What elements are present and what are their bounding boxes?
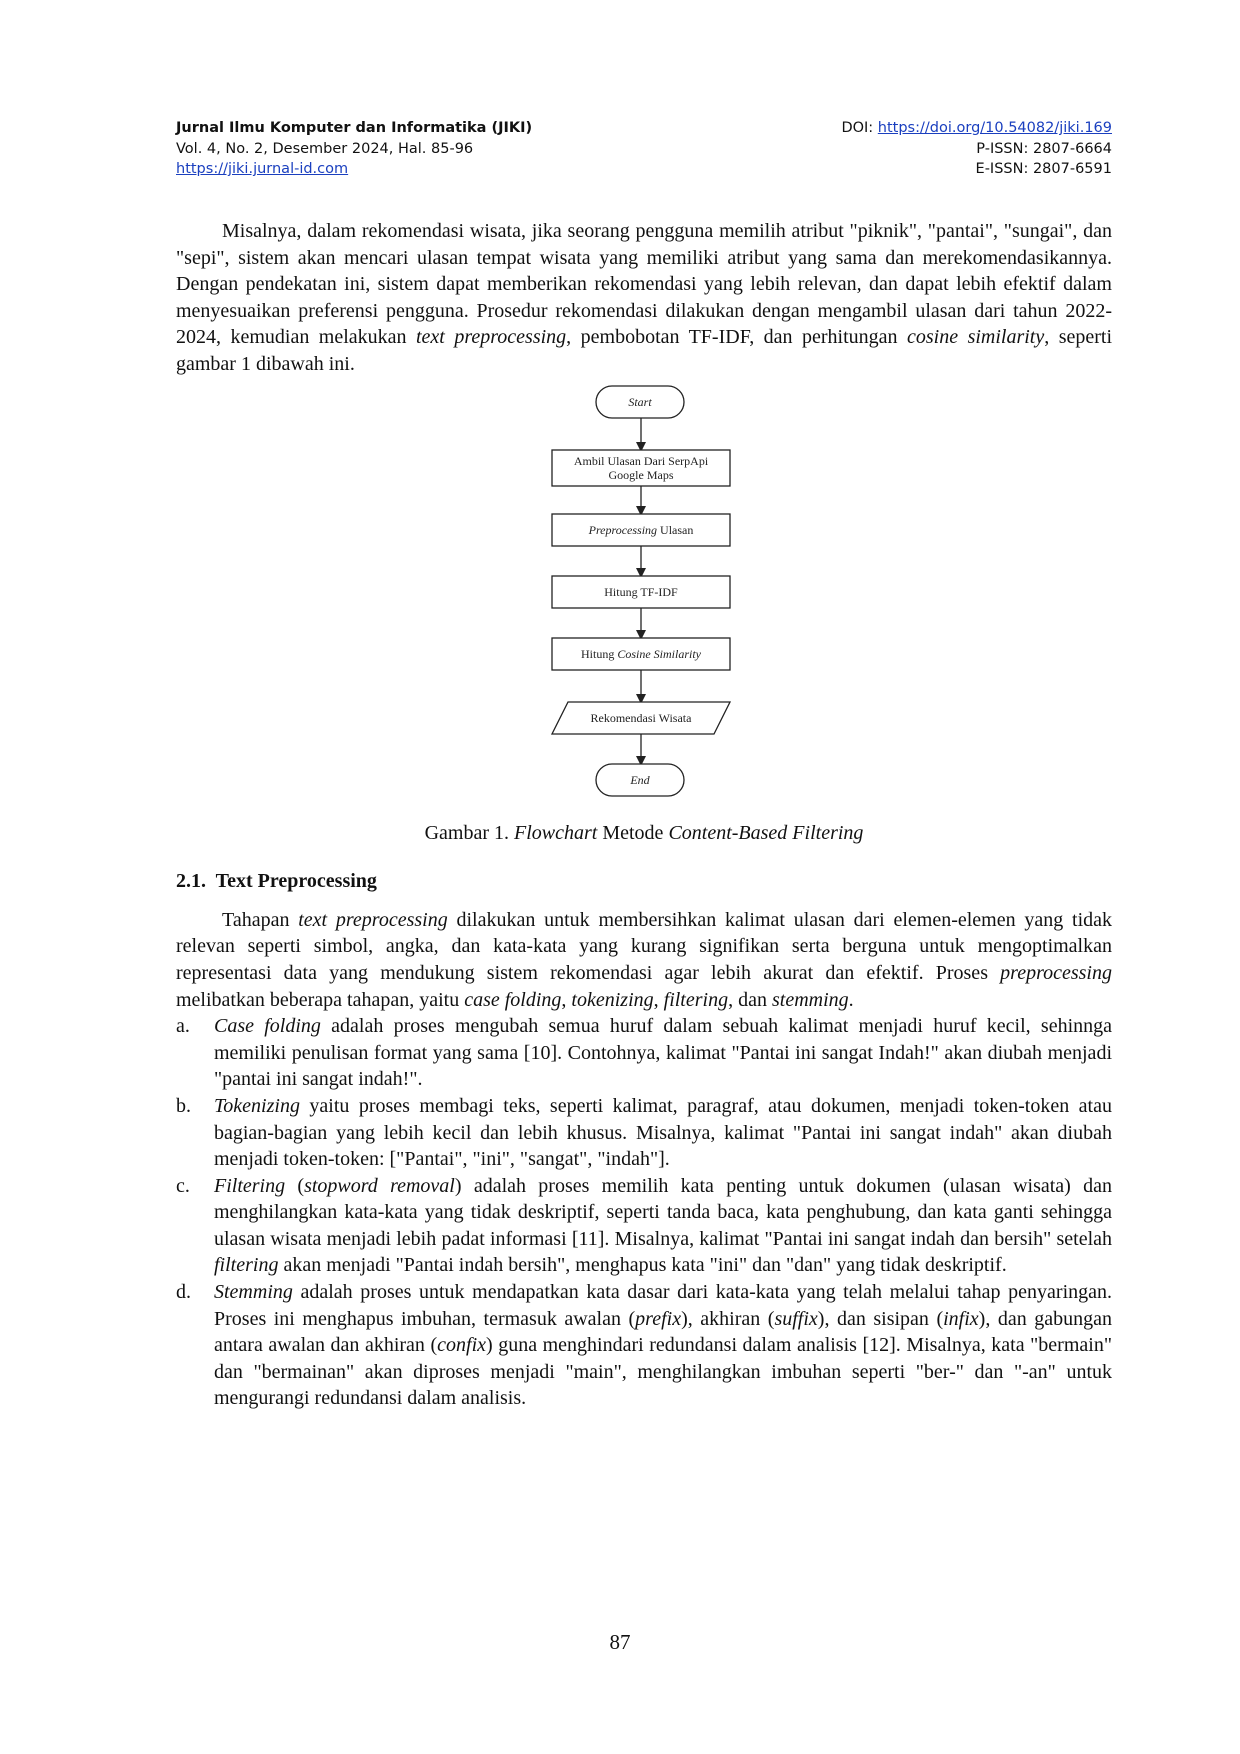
list-b-text-1: yaitu proses membagi teks, seperti kalimat, paragraf, atau dokumen, menjadi token-token atau bagian-bagian yang lebih kecil dan lebih khusus. Misalnya, kalimat "Pantai ini sangat indah" akan diubah menjadi token-token: ["Pantai", "ini", "sangat", "indah"].	[214, 1094, 1112, 1171]
caption-italic-2: Content-Based Filtering	[668, 821, 864, 844]
flowchart-step2-rest: Ulasan	[657, 522, 694, 537]
flowchart-start-label: Start	[628, 394, 652, 409]
list-a-text-1: adalah proses mengubah semua huruf dalam sebuah kalimat menjadi huruf kecil, sehinnga memiliki penulisan format yang sama [10]. Contohnya, kalimat "Pantai ini sangat Indah!" akan diubah menjadi "pantai ini sangat indah!".	[214, 1015, 1112, 1091]
list-marker-c: c.	[176, 1174, 190, 1197]
para2-italic-1: text preprocessing	[298, 908, 448, 931]
list-d-text-4: ), dan gabungan antara awalan dan akhiran (	[214, 1307, 1112, 1357]
intro-text-3: , seperti gambar 1 dibawah ini.	[176, 326, 1113, 375]
flowchart-step2-label	[588, 523, 694, 537]
list-d-text-5: ) guna menghindari redundansi dalam analisis [12]. Misalnya, kata "bermain" dan "bermainan" akan diproses menjadi "main", menghilangkan imbuhan seperti "ber-" dan "-an" untuk mengurangi redundansi dalam analisis.	[214, 1334, 1112, 1410]
para2-text-5: ,	[653, 988, 664, 1011]
list-d-text-1: adalah proses untuk mendapatkan kata dasar dari kata-kata yang telah melalui tahap penyaringan. Proses ini menghapus imbuhan, termasuk awalan (	[214, 1281, 1112, 1330]
para2-text-4: ,	[561, 988, 572, 1011]
volume-info: Vol. 4, No. 2, Desember 2024, Hal. 85-96	[176, 140, 474, 157]
para2-italic-2: preprocessing	[1000, 961, 1112, 984]
para2-text-7: .	[848, 988, 854, 1011]
para2-italic-3: case folding	[464, 988, 562, 1011]
list-item-filtering	[176, 1173, 1112, 1279]
para2-text-3: melibatkan beberapa tahapan, yaitu	[176, 988, 465, 1011]
caption-prefix: Gambar 1.	[424, 821, 514, 844]
list-marker-b: b.	[176, 1094, 191, 1117]
section-heading	[176, 868, 1112, 895]
intro-paragraph	[176, 218, 1112, 378]
list-a-italic-1: Case folding	[214, 1015, 321, 1038]
list-text-b	[214, 1093, 1112, 1173]
flowchart-end-label: End	[630, 772, 650, 787]
caption-italic-1: Flowchart	[514, 821, 598, 844]
doi-label: DOI:	[841, 120, 878, 136]
section-title: Text Preprocessing	[215, 870, 377, 893]
header-row-3	[176, 159, 1112, 180]
list-c-text-3: akan menjadi "Pantai indah bersih", menghapus kata "ini" dan "dan" yang tidak deskriptif.	[278, 1254, 1007, 1277]
list-d-text-2: ), akhiran (	[681, 1307, 775, 1330]
header-row-1	[176, 118, 1112, 139]
flowchart-output-label: Rekomendasi Wisata	[590, 710, 692, 725]
preprocessing-paragraph	[176, 907, 1112, 1013]
para2-italic-5: filtering	[663, 988, 729, 1011]
flowchart-step4-italic: Cosine Similarity	[617, 646, 702, 661]
page-number: 87	[609, 1630, 631, 1654]
flowchart-step4-label	[581, 647, 702, 661]
flowchart-diagram	[176, 380, 1112, 820]
section-number: 2.1.	[176, 870, 206, 893]
list-c-italic-3: filtering	[214, 1254, 279, 1277]
list-text-d	[214, 1279, 1112, 1412]
list-c-italic-1: Filtering	[214, 1174, 286, 1197]
list-d-italic-3: suffix	[774, 1307, 818, 1330]
header-row-2	[176, 139, 1112, 160]
flowchart-step4-prefix: Hitung	[580, 646, 618, 661]
doi-link[interactable]: https://doi.org/10.54082/jiki.169	[877, 120, 1112, 136]
list-text-c	[214, 1173, 1112, 1279]
list-marker-d: d.	[176, 1281, 191, 1304]
intro-text-2: , pembobotan TF-IDF, dan perhitungan	[566, 326, 908, 349]
flowchart-step2-italic: Preprocessing	[588, 522, 658, 537]
list-c-text-2: ) adalah proses memilih kata penting untuk dokumen (ulasan wisata) dan menghilangkan kata-kata yang tidak deskriptif, seperti tanda baca, kata penghubung, dan kata ganti sehingga ulasan wisata menjadi lebih padat informasi [11]. Misalnya, kalimat "Pantai ini sangat indah dan bersih" setelah	[214, 1174, 1113, 1250]
flowchart-step1-line2: Google Maps	[608, 467, 674, 482]
list-b-italic-1: Tokenizing	[214, 1094, 300, 1117]
list-d-italic-2: prefix	[635, 1307, 682, 1330]
para2-text-2: dilakukan untuk membersihkan kalimat ulasan dari elemen-elemen yang tidak relevan seperti simbol, angka, dan kata-kata yang kurang signifikan serta berguna untuk mengoptimalkan representasi data yang mendukung sistem rekomendasi agar lebih akurat dan efektif. Proses	[176, 908, 1113, 984]
intro-italic-2: cosine similarity	[907, 326, 1045, 349]
journal-name: Jurnal Ilmu Komputer dan Informatika (JIKI)	[176, 120, 533, 136]
intro-italic-1: text preprocessing	[416, 326, 567, 349]
figure-1	[176, 380, 1112, 820]
e-issn: E-ISSN: 2807-6591	[975, 161, 1112, 177]
page-content	[176, 218, 1112, 1412]
list-item-case-folding	[176, 1013, 1112, 1093]
list-d-italic-1: Stemming	[214, 1281, 293, 1304]
para2-text-1: Tahapan	[222, 908, 299, 931]
list-marker-a: a.	[176, 1015, 190, 1038]
intro-text-1: Misalnya, dalam rekomendasi wisata, jika seorang pengguna memilih atribut "piknik", "pantai", "sungai", dan "sepi", sistem akan mencari ulasan tempat wisata yang memiliki atribut yang sama dan merekomendasikannya. Dengan pendekatan ini, sistem dapat memberikan rekomendasi yang lebih relevan, dan dapat lebih efektif dalam menyesuaikan preferensi pengguna. Prosedur rekomendasi dilakukan dengan mengambil ulasan dari tahun 2022-2024, kemudian melakukan	[176, 220, 1112, 349]
para2-italic-6: stemming	[771, 988, 849, 1011]
preprocessing-steps-list	[176, 1013, 1112, 1412]
para2-text-6: , dan	[728, 988, 772, 1011]
list-c-italic-2: stopword removal	[304, 1174, 455, 1197]
journal-site-link[interactable]: https://jiki.jurnal-id.com	[176, 161, 349, 177]
flowchart-step1-line1: Ambil Ulasan Dari SerpApi	[573, 453, 709, 468]
list-text-a	[214, 1013, 1112, 1093]
caption-middle: Metode	[597, 821, 669, 844]
list-d-italic-4: infix	[943, 1307, 979, 1330]
page-header	[176, 118, 1112, 180]
list-item-tokenizing	[176, 1093, 1112, 1173]
list-item-stemming	[176, 1279, 1112, 1412]
para2-italic-4: tokenizing	[571, 988, 654, 1011]
figure-caption	[176, 820, 1112, 847]
flowchart-step3-label: Hitung TF-IDF	[604, 584, 678, 599]
list-d-text-3: ), dan sisipan (	[817, 1307, 944, 1330]
doi	[841, 118, 1112, 139]
list-d-italic-5: confix	[437, 1334, 487, 1357]
p-issn: P-ISSN: 2807-6664	[976, 140, 1112, 157]
list-c-text-1: (	[285, 1174, 305, 1197]
